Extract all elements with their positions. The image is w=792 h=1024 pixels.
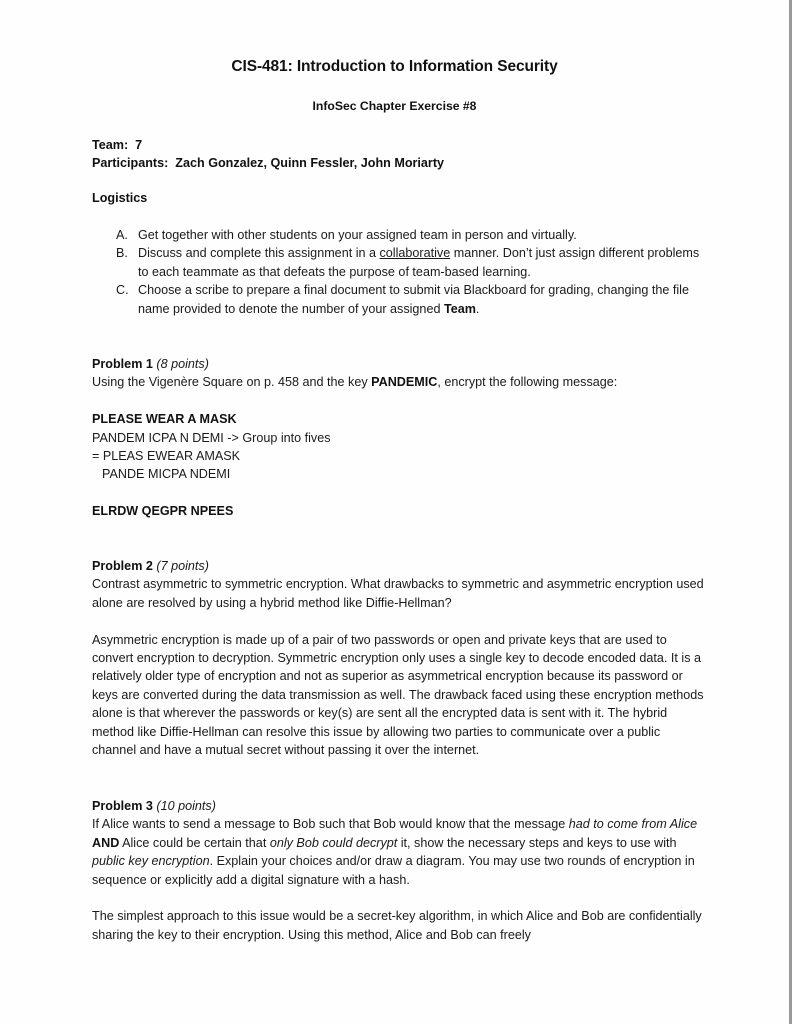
- problem-2-prompt: Contrast asymmetric to symmetric encryption. What drawbacks to symmetric and asymmetric encryption used alone are resolved by using a hybrid method like Diffie-Hellman?: [92, 577, 704, 610]
- prompt-text: , encrypt the following message:: [437, 375, 618, 390]
- problem-3-answer: The simplest approach to this issue would be a secret-key algorithm, in which Alice and Bob are confidentially sharing the key to their encryption. Using this method, Alice and Bob can freely: [92, 909, 702, 942]
- logistics-item-text: Get together with other students on your assigned team in person and virtually.: [138, 228, 577, 242]
- prompt-bold: AND: [92, 835, 120, 850]
- participants-value: Zach Gonzalez, Quinn Fessler, John Moriarty: [175, 156, 445, 171]
- problem-1: [92, 355, 704, 521]
- prompt-text: it, show the necessary steps and keys to use with: [397, 835, 677, 850]
- prompt-text: Using the Vigenère Square on p. 458 and the key: [92, 375, 372, 390]
- problem-2-heading: [92, 557, 704, 575]
- team-value: 7: [135, 138, 143, 152]
- prompt-text: . Explain your choices and/or draw a diagram. You may use two rounds of encryption in sequence or explicitly add a digital signature with a hash.: [92, 854, 695, 887]
- logistics-item: [92, 281, 704, 318]
- logistics-item-text: Discuss and complete this assignment in a: [138, 246, 380, 261]
- prompt-italic: had to come from Alice: [568, 817, 698, 832]
- problem-3-heading: [92, 797, 704, 815]
- team-line: [92, 136, 704, 154]
- team-label: Team:: [92, 138, 129, 152]
- work-line: PANDE MICPA NDEMI: [102, 467, 231, 482]
- problem-1-prompt: [92, 373, 704, 391]
- problem-2-answer: Asymmetric encryption is made up of a pair of two passwords or open and private keys that are used to convert encryption to decryption. Symmetric encryption only uses a single key to decode encoded data. It is a relatively older type of encryption and not as superior as asymmetrical encryption because its password or keys are converted during the data transmission as well. The drawback faced using these encryption methods alone is that wherever the passwords or key(s) are sent all the encrypted data is sent with it. The hybrid method like Diffie-Hellman can resolve this issue by allowing two parties to communicate over a public channel and have a mutual secret without passing it over the internet.: [92, 632, 704, 758]
- plaintext-message: PLEASE WEAR A MASK: [92, 412, 237, 427]
- prompt-text: If Alice wants to send a message to Bob such that Bob would know that the message: [92, 817, 569, 832]
- participants-label: Participants:: [92, 156, 169, 171]
- prompt-italic: only Bob could decrypt: [269, 835, 398, 850]
- problem-1-heading: [92, 355, 704, 373]
- team-emphasis: Team: [443, 301, 476, 316]
- logistics-item-text: Choose a scribe to prepare a final document to submit via Blackboard for grading, changing the file name provided to denote the number of your assigned: [138, 283, 689, 316]
- collaborative-emphasis: collaborative: [379, 246, 451, 261]
- problem-heading: Problem 1: [92, 357, 153, 371]
- logistics-item-text: .: [475, 301, 480, 316]
- list-marker: C.: [116, 283, 129, 298]
- logistics-item: [92, 244, 704, 281]
- problem-heading: Problem 3: [92, 799, 153, 813]
- logistics-item-text: manner. Don’t just assign different problems to each teammate as that defeats the purpose of team-based learning.: [138, 246, 700, 279]
- logistics-heading-text: Logistics: [92, 191, 148, 205]
- document-title: CIS-481: Introduction to Information Security: [231, 58, 558, 75]
- cipher-key: PANDEMIC: [371, 375, 438, 390]
- list-marker: A.: [116, 228, 128, 242]
- problem-heading: Problem 2: [92, 559, 153, 573]
- logistics-list: [92, 226, 704, 318]
- team-info: [92, 136, 704, 173]
- problem-2: [92, 557, 704, 759]
- problem-points: (7 points): [156, 559, 209, 573]
- participants-line: [92, 154, 704, 172]
- work-line: PANDEM ICPA N DEMI -> Group into fives: [92, 430, 331, 445]
- problem-3: [92, 797, 704, 944]
- logistics-heading: [92, 189, 704, 207]
- prompt-italic: public key encryption: [92, 854, 210, 869]
- prompt-text: Alice could be certain that: [119, 835, 270, 850]
- problem-points: (8 points): [156, 357, 209, 371]
- document-subtitle: InfoSec Chapter Exercise #8: [312, 99, 477, 113]
- ciphertext-answer: ELRDW QEGPR NPEES: [92, 504, 234, 519]
- work-line: = PLEAS EWEAR AMASK: [92, 449, 241, 464]
- logistics-item: [92, 226, 704, 244]
- problem-3-prompt: [92, 815, 704, 889]
- list-marker: B.: [116, 246, 128, 261]
- problem-points: (10 points): [156, 799, 216, 813]
